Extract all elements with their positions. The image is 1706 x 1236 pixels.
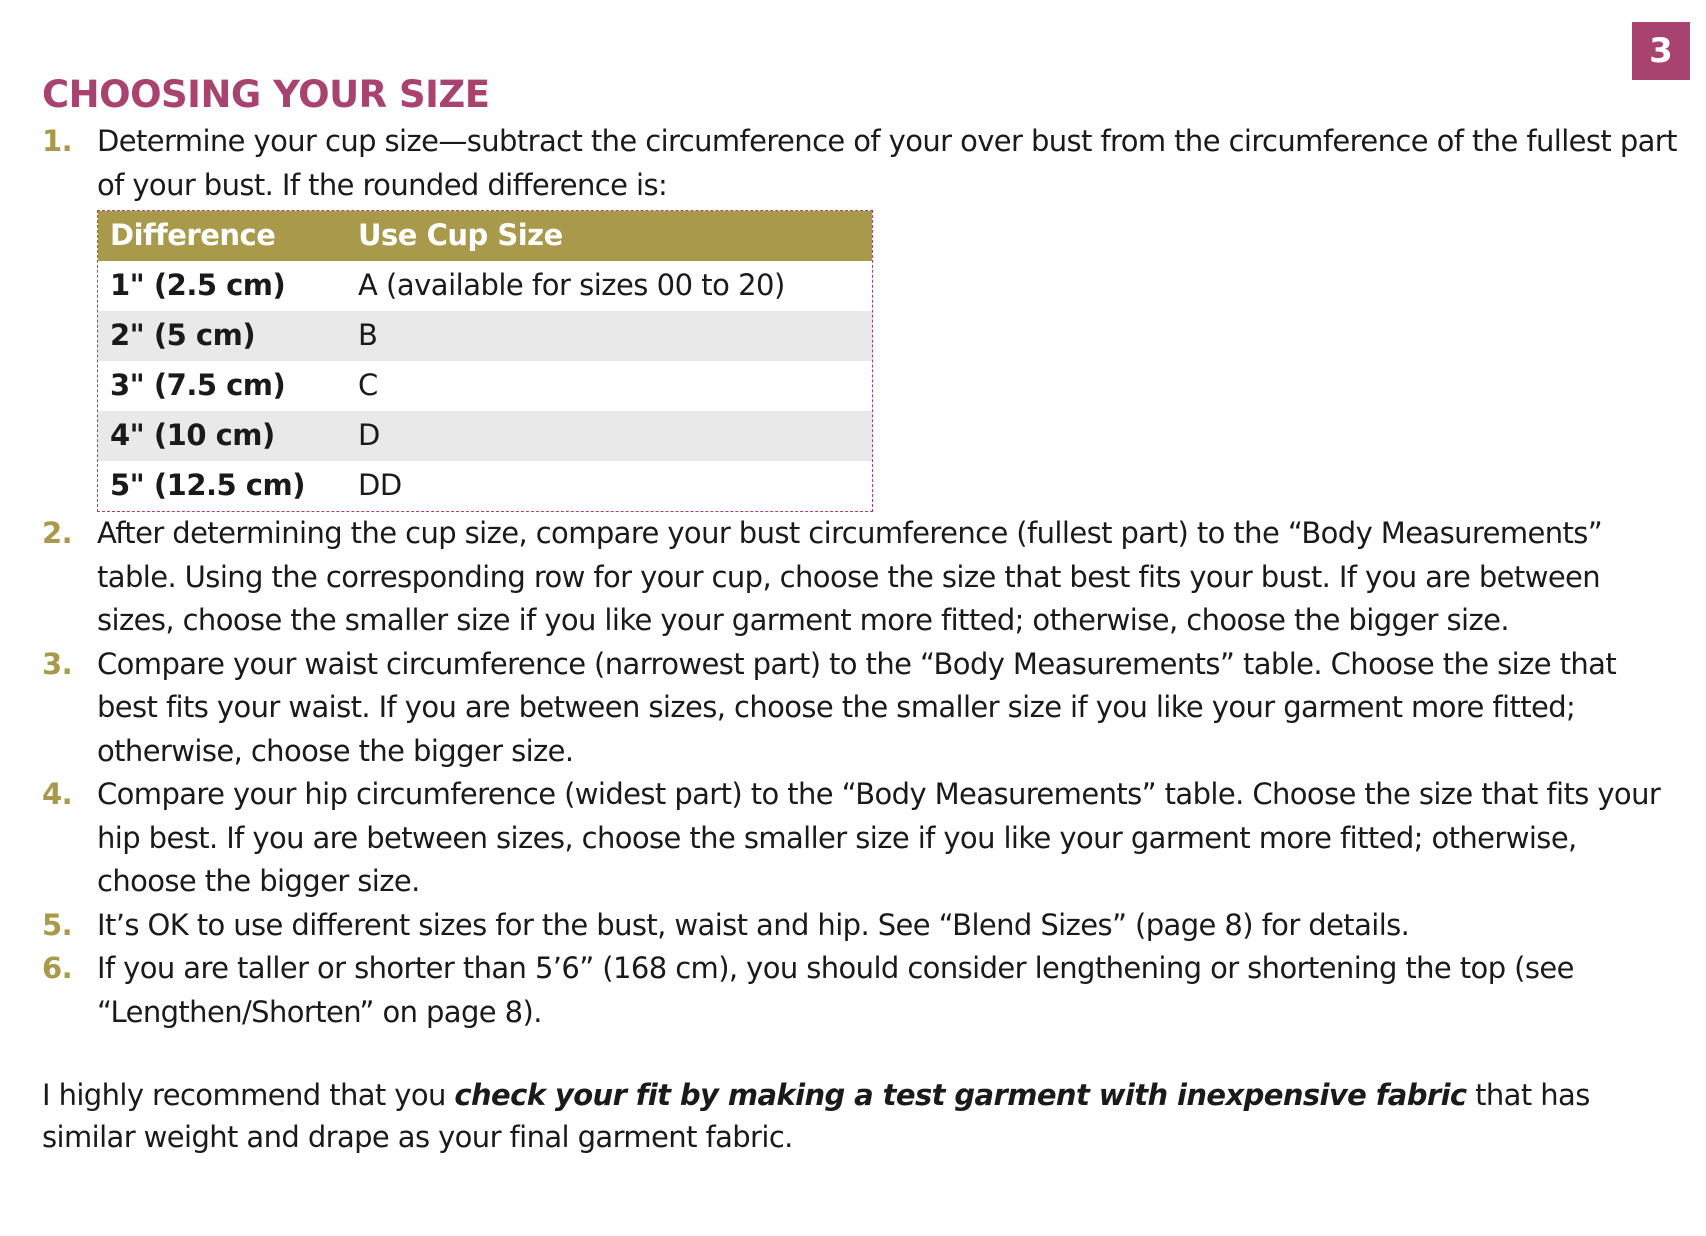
table-row — [98, 461, 872, 511]
column-header-difference: Difference — [98, 211, 346, 261]
step-number: 2. — [42, 516, 72, 550]
recommendation-paragraph — [42, 1074, 1682, 1158]
step-text: It’s OK to use different sizes for the bust, waist and hip. See “Blend Sizes” (page 8) for details. — [97, 907, 1410, 942]
step-item — [42, 773, 1682, 904]
step-number: 5. — [42, 907, 72, 942]
cup-size-cell: D — [346, 411, 872, 461]
step-text: Compare your hip circumference (widest part) to the “Body Measurements” table. Choose the size that fits your hip best. If you are between sizes, choose the smaller size if you like your garment more fitted; otherwise, choose the bigger size. — [97, 777, 1661, 898]
step-item — [42, 643, 1682, 774]
table-row — [98, 361, 872, 411]
step-text: Determine your cup size—subtract the circumference of your over bust from the circumference of the fullest part of your bust. If the rounded difference is: — [97, 124, 1677, 202]
cup-size-cell: A (available for sizes 00 to 20) — [358, 268, 785, 303]
step-text: Compare your waist circumference (narrowest part) to the “Body Measurements” table. Choose the size that best fits your waist. If you are between sizes, choose the smaller size if you like your garment more fitted; otherwise, choose the bigger size. — [97, 646, 1617, 768]
page-number: 3 — [1632, 22, 1690, 80]
difference-cell: 1" (2.5 cm) — [110, 268, 286, 303]
step-item — [42, 120, 1682, 512]
difference-cell: 2" (5 cm) — [98, 311, 346, 361]
difference-cell: 3" (7.5 cm) — [110, 368, 286, 403]
step-number: 3. — [42, 646, 72, 681]
difference-cell: 5" (12.5 cm) — [110, 468, 305, 503]
table-row — [98, 311, 872, 361]
section-title: CHOOSING YOUR SIZE — [42, 73, 490, 116]
recommendation-lead: I highly recommend that you — [42, 1078, 455, 1112]
cup-size-cell: DD — [358, 468, 402, 503]
step-text: If you are taller or shorter than 5’6” (168 cm), you should consider lengthening or shortening the top (see “Lengthen/Shorten” on page 8). — [97, 951, 1574, 1029]
table-row — [98, 261, 872, 311]
recommendation-emphasis: check your fit by making a test garment with inexpensive fabric — [454, 1078, 1467, 1112]
step-number: 1. — [42, 124, 72, 158]
step-number: 6. — [42, 951, 72, 985]
column-header-cup-size: Use Cup Size — [346, 211, 872, 261]
cup-size-cell: B — [346, 311, 872, 361]
steps-list — [42, 120, 1682, 1034]
table-row — [98, 411, 872, 461]
main-content — [42, 70, 1682, 1187]
cup-size-table — [98, 211, 872, 511]
step-item — [42, 947, 1682, 1034]
step-item — [42, 512, 1682, 643]
table-header-row — [98, 211, 872, 261]
cup-size-table-frame — [97, 210, 873, 512]
cup-size-cell: C — [358, 368, 378, 403]
difference-cell: 4" (10 cm) — [98, 411, 346, 461]
step-text: After determining the cup size, compare your bust circumference (fullest part) to the “Body Measurements” table. Using the corresponding row for your cup, choose the size that best fits your bust. If you are between sizes, choose the smaller size if you like your garment more fitted; otherwise, choose the bigger size. — [97, 516, 1603, 637]
step-item — [42, 904, 1682, 948]
step-number: 4. — [42, 777, 72, 811]
recommendation-tail: that has similar weight and drape as your final garment fabric. — [42, 1078, 1590, 1154]
